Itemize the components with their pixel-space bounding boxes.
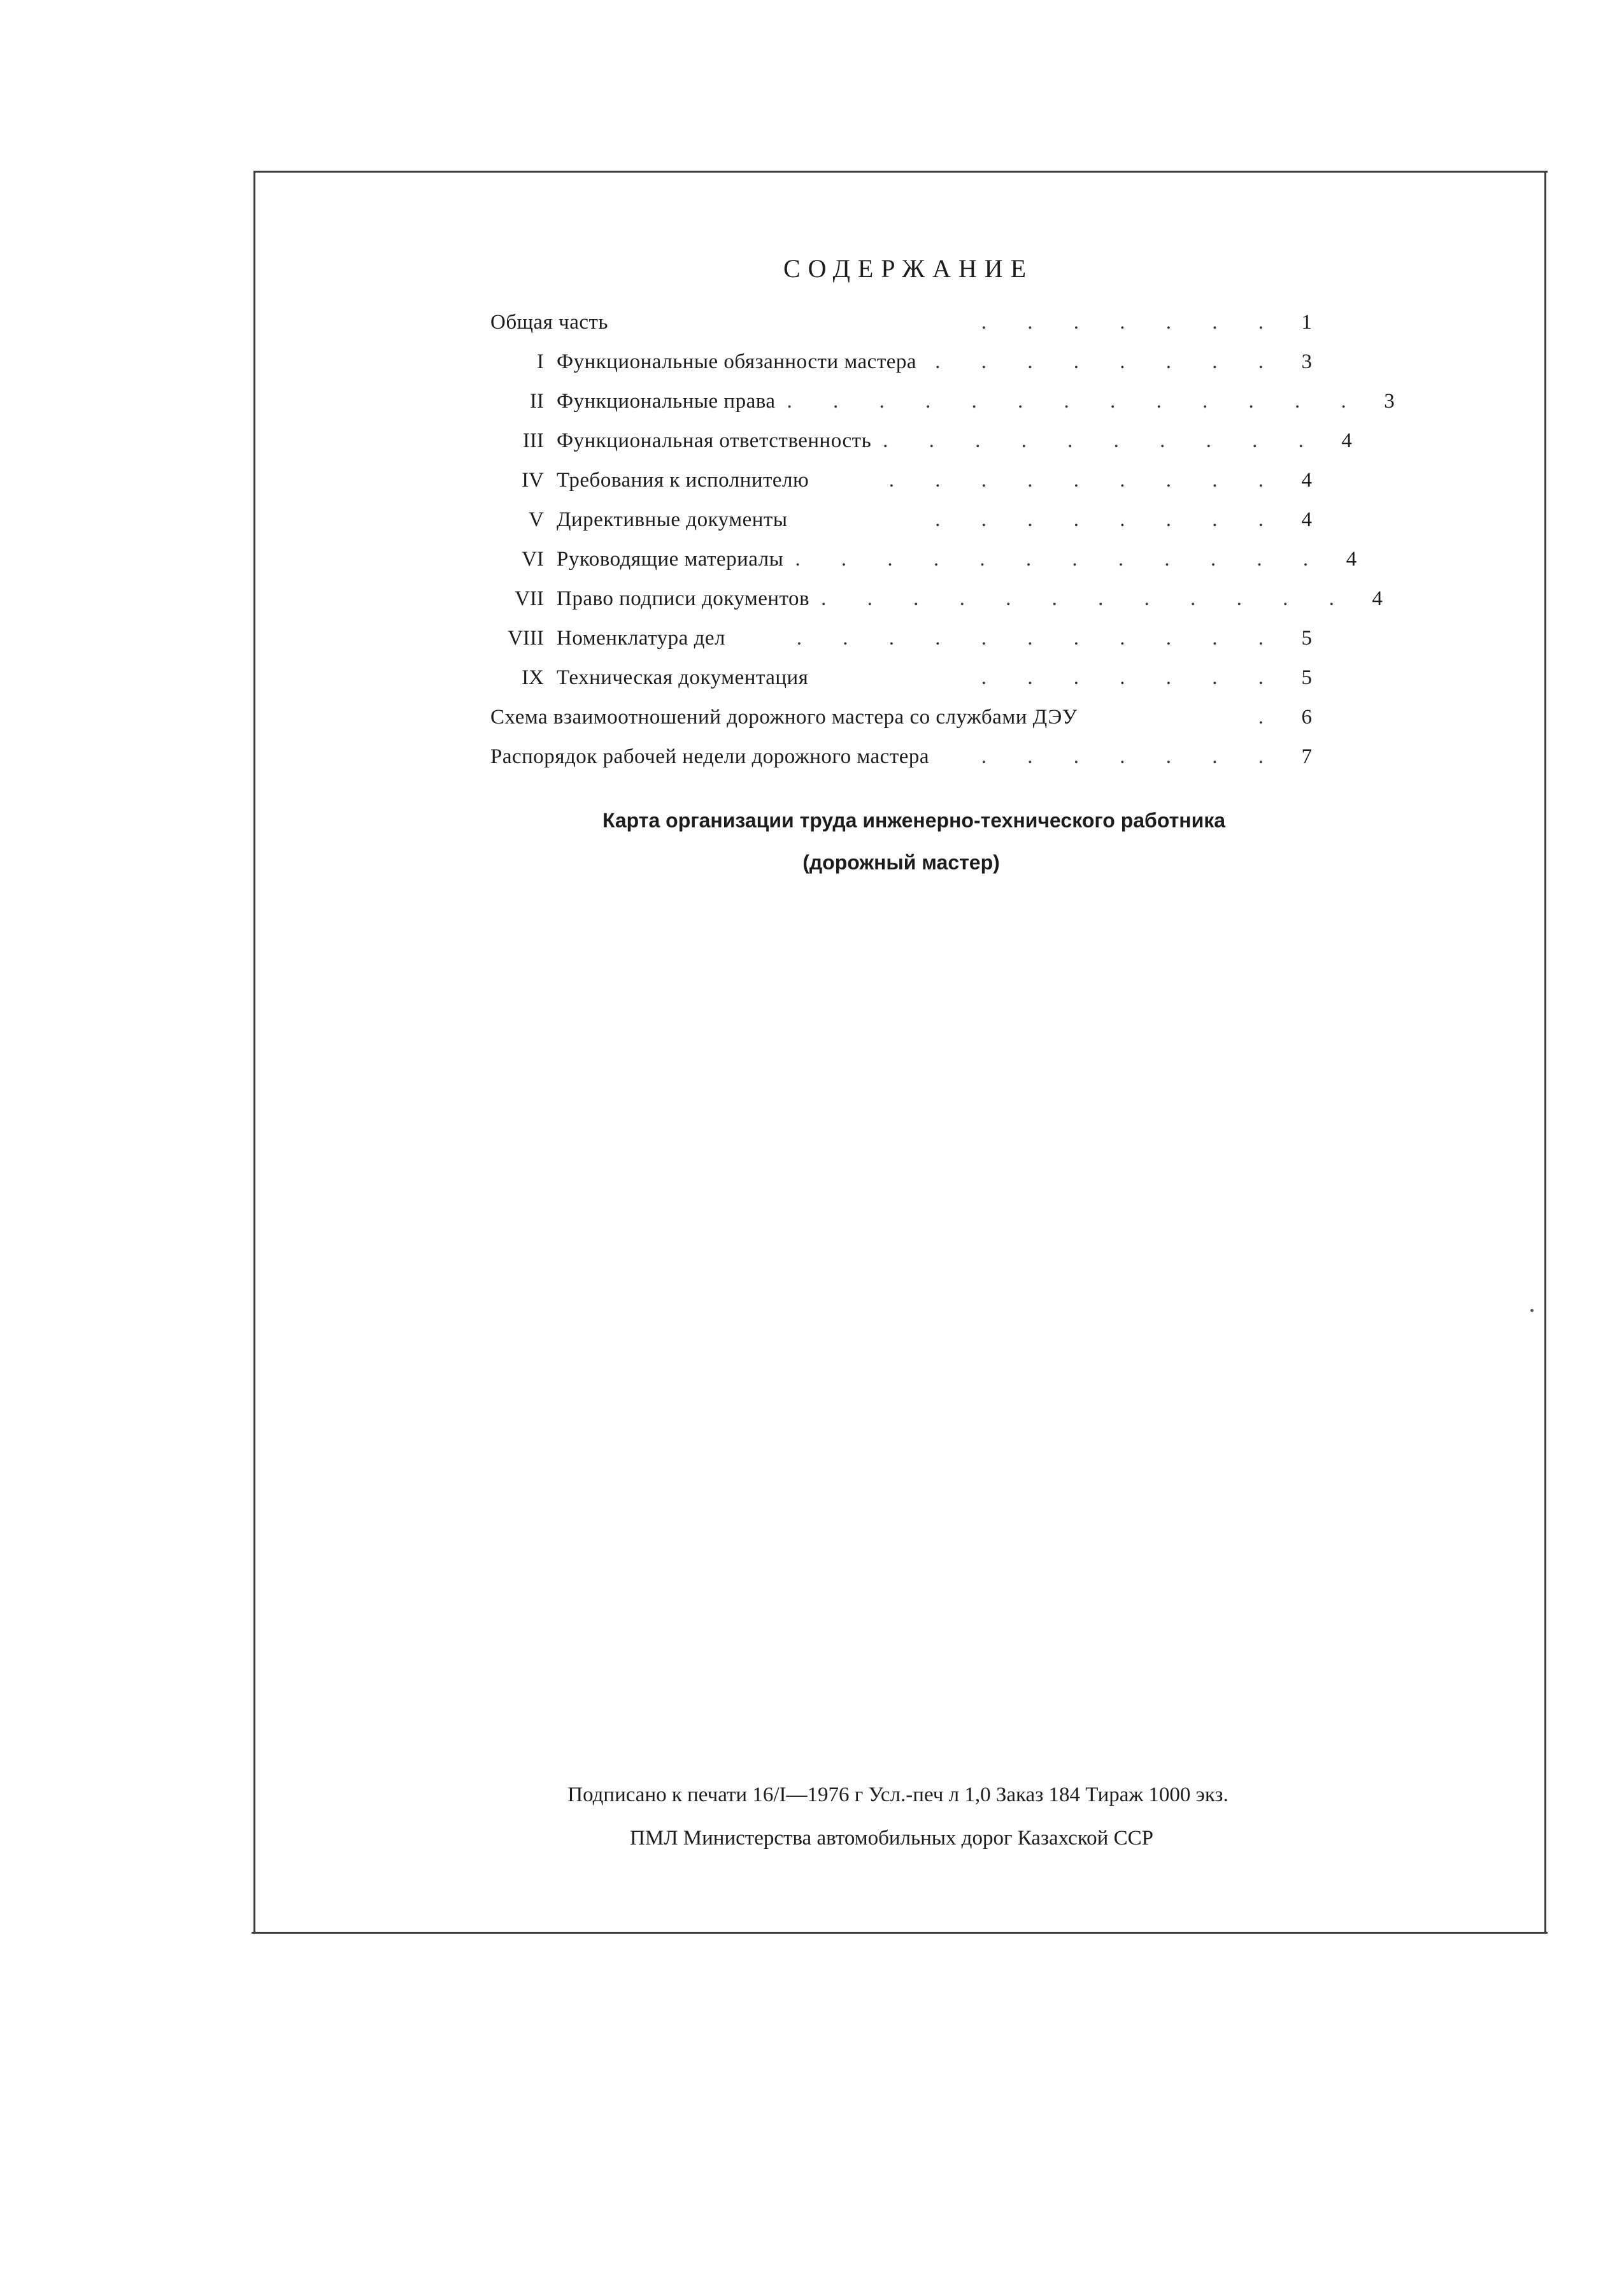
scan-speck xyxy=(1530,1309,1534,1312)
toc-row xyxy=(490,587,1383,627)
toc-roman-numeral: VIII xyxy=(508,627,544,650)
toc-leader-dots: . . . . . . . . xyxy=(935,350,1281,373)
toc-leader-dots: . . . . . . . . xyxy=(935,508,1281,531)
frame-right-line xyxy=(1544,171,1546,1934)
table-of-contents xyxy=(490,311,1395,785)
contents-title: СОДЕРЖАНИЕ xyxy=(783,254,1034,283)
toc-page-number: 6 xyxy=(1301,706,1312,729)
toc-page-number: 4 xyxy=(1372,587,1383,610)
toc-entry-text: Функциональные обязанности мастера xyxy=(557,350,917,373)
toc-leader-dots: . . . . . . . . . . . . . xyxy=(787,390,1364,413)
toc-leader-dots: . xyxy=(1258,706,1281,729)
toc-leader-dots: . . . . . . . xyxy=(981,745,1281,768)
toc-entry-text: Руководящие материалы xyxy=(557,548,784,571)
toc-roman-numeral: IX xyxy=(522,666,544,689)
toc-roman-numeral: I xyxy=(537,350,544,373)
toc-page-number: 4 xyxy=(1301,469,1312,492)
card-title-line1: Карта организации труда инженерно-технического работника xyxy=(602,809,1226,832)
frame-top-line xyxy=(255,171,1548,173)
toc-leader-dots: . . . . . . . . . . . xyxy=(796,627,1281,650)
toc-entry-text: Распорядок рабочей недели дорожного мастера xyxy=(490,745,930,768)
toc-entry-text: Номенклатура дел xyxy=(557,627,725,650)
toc-leader-dots: . . . . . . . . . . . . xyxy=(795,548,1327,571)
toc-roman-numeral: IV xyxy=(522,469,544,492)
toc-row xyxy=(490,429,1352,469)
imprint-line1: Подписано к печати 16/I—1976 г Усл.-печ л 1,0 Заказ 184 Тираж 1000 экз. xyxy=(567,1783,1229,1806)
toc-leader-dots: . . . . . . . xyxy=(981,311,1281,334)
toc-roman-numeral: III xyxy=(523,429,544,452)
toc-page-number: 4 xyxy=(1341,429,1352,452)
toc-entry-text: Право подписи документов xyxy=(557,587,810,610)
toc-entry-text: Общая часть xyxy=(490,311,608,334)
toc-row xyxy=(490,666,1312,706)
toc-leader-dots: . . . . . . . . . xyxy=(888,469,1281,492)
toc-entry-text: Функциональные права xyxy=(557,390,776,413)
toc-row xyxy=(490,627,1312,666)
toc-row xyxy=(490,508,1312,548)
toc-page-number: 4 xyxy=(1301,508,1312,531)
toc-roman-numeral: II xyxy=(530,390,544,413)
toc-page-number: 5 xyxy=(1301,666,1312,689)
card-title-line2: (дорожный мастер) xyxy=(802,851,1000,874)
imprint-line2: ПМЛ Министерства автомобильных дорог Казахской ССР xyxy=(630,1827,1153,1850)
toc-roman-numeral: V xyxy=(529,508,544,531)
toc-row xyxy=(490,350,1312,390)
toc-page-number: 3 xyxy=(1301,350,1312,373)
toc-entry-text: Функциональная ответственность xyxy=(557,429,872,452)
toc-roman-numeral: VI xyxy=(522,548,544,571)
toc-leader-dots: . . . . . . . xyxy=(981,666,1281,689)
frame-bottom-line xyxy=(252,1932,1548,1934)
toc-entry-text: Требования к исполнителю xyxy=(557,469,809,492)
frame-left-line xyxy=(253,171,255,1934)
toc-page-number: 3 xyxy=(1384,390,1395,413)
toc-row xyxy=(490,706,1312,745)
toc-page-number: 4 xyxy=(1346,548,1357,571)
toc-row xyxy=(490,311,1312,350)
toc-row xyxy=(490,548,1357,587)
toc-entry-text: Техническая документация xyxy=(557,666,809,689)
toc-entry-text: Директивные документы xyxy=(557,508,788,531)
toc-page-number: 7 xyxy=(1301,745,1312,768)
toc-roman-numeral: VII xyxy=(515,587,544,610)
toc-row xyxy=(490,745,1312,785)
toc-entry-text: Схема взаимоотношений дорожного мастера со службами ДЭУ xyxy=(490,706,1078,729)
toc-row xyxy=(490,390,1395,429)
toc-page-number: 5 xyxy=(1301,627,1312,650)
toc-row xyxy=(490,469,1312,508)
toc-leader-dots: . . . . . . . . . . . . xyxy=(821,587,1352,610)
toc-leader-dots: . . . . . . . . . . xyxy=(883,429,1321,452)
toc-page-number: 1 xyxy=(1301,311,1312,334)
